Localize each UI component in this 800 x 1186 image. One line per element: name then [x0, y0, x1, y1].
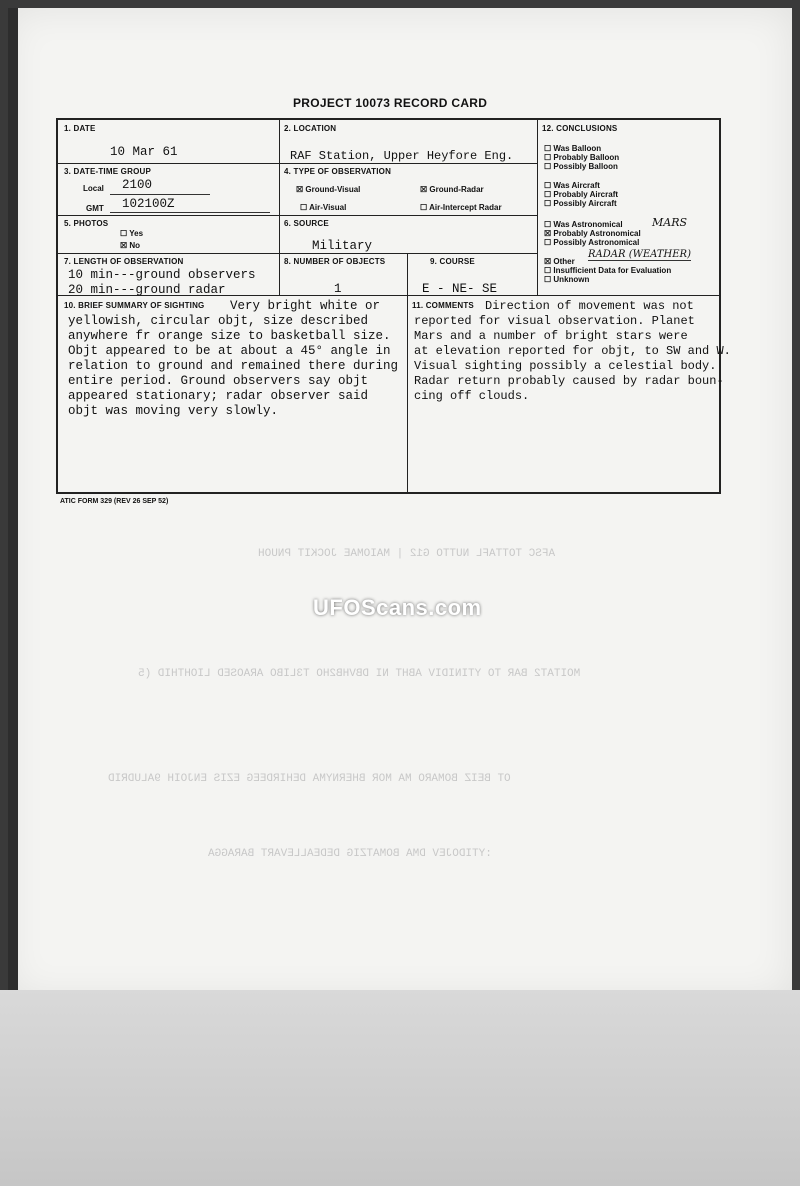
local-underline: [110, 194, 210, 195]
photos-label: 5. PHOTOS: [64, 219, 109, 228]
summary-line: anywhere fr orange size to basketball size.: [68, 329, 391, 343]
summary-label: 10. BRIEF SUMMARY OF SIGHTING: [64, 301, 205, 310]
comments-label: 11. COMMENTS: [412, 301, 474, 310]
course-label: 9. COURSE: [430, 257, 475, 266]
conclusions-group-aircraft: ☐ Was Aircraft ☐ Probably Aircraft ☐ Possibly Aircraft: [544, 181, 619, 208]
observation-type-label: 4. TYPE OF OBSERVATION: [284, 167, 392, 176]
dtg-label: 3. DATE-TIME GROUP: [64, 167, 152, 176]
summary-line: Objt appeared to be at about a 45° angle in: [68, 344, 391, 358]
option-ground-radar: ☒ Ground-Radar: [420, 185, 484, 194]
option-ground-visual: ☒ Ground-Visual: [296, 185, 361, 194]
course-value: E - NE- SE: [422, 282, 498, 296]
conclusions-group-balloon: ☐ Was Balloon ☐ Probably Balloon ☐ Possibly Balloon: [544, 144, 620, 171]
source-label: 6. SOURCE: [284, 219, 329, 228]
objects-label: 8. NUMBER OF OBJECTS: [284, 257, 386, 266]
course-cell: [408, 254, 538, 296]
summary-line: Very bright white or: [230, 299, 381, 313]
source-value: Military: [312, 239, 373, 253]
bleed-through-text: MOITAT2 BAR TO YTINIDIV ABHT NI DBVHB2HO T3LIBO ARAOSED LIOHTHID (5: [138, 668, 581, 680]
photos-yes: ☐ Yes: [120, 229, 144, 238]
conclusions-group-astronomical: ☐ Was Astronomical ☒ Probably Astronomical ☐ Possibly Astronomical: [544, 220, 641, 247]
page-edge-shadow: [8, 8, 18, 1008]
summary-line: appeared stationary; radar observer said: [68, 389, 369, 403]
document-page: [8, 8, 792, 998]
date-cell: [58, 120, 280, 164]
form-footer: ATIC FORM 329 (REV 26 SEP 52): [60, 498, 169, 505]
summary-line: yellowish, circular objt, size described: [68, 314, 369, 328]
other-handwritten-note: RADAR (WEATHER): [588, 249, 691, 260]
local-label: Local: [83, 184, 104, 193]
comments-line: cing off clouds.: [414, 389, 530, 403]
conclusions-group-other: ☒ Other ☐ Insufficient Data for Evaluation ☐ Unknown: [544, 257, 672, 284]
length-line-1: 10 min---ground observers: [68, 268, 256, 282]
observation-type-cell: [280, 164, 538, 216]
length-label: 7. LENGTH OF OBSERVATION: [64, 257, 184, 266]
date-value: 10 Mar 61: [110, 145, 178, 159]
option-air-intercept-radar: ☐ Air-Intercept Radar: [420, 203, 502, 212]
source-cell: [280, 216, 538, 254]
date-label: 1. DATE: [64, 124, 96, 133]
conclusions-label: 12. CONCLUSIONS: [542, 124, 618, 133]
summary-cell: [58, 296, 408, 492]
location-value: RAF Station, Upper Heyfore Eng.: [290, 149, 514, 163]
summary-line: objt was moving very slowly.: [68, 404, 279, 418]
gmt-label: GMT: [86, 204, 104, 213]
comments-line: Radar return probably caused by radar boun-: [414, 374, 724, 388]
comments-line: Mars and a number of bright stars were: [414, 329, 688, 343]
gmt-value: 102100Z: [122, 197, 175, 211]
comments-line: Direction of movement was not: [485, 299, 694, 313]
page-title: PROJECT 10073 RECORD CARD: [293, 96, 488, 110]
objects-cell: [280, 254, 408, 296]
photos-no: ☒ No: [120, 241, 141, 250]
bleed-through-text: OT BEIZ BOMARO MA MOR BHERNYMA DEHIRDEEG EZIS ENJOIH 9ALUDRID: [108, 773, 511, 785]
background-surface: [0, 990, 800, 1186]
option-air-visual: ☐ Air-Visual: [300, 203, 347, 212]
gmt-underline: [110, 212, 270, 213]
mars-handwritten-note: MARS: [652, 216, 688, 229]
summary-line: relation to ground and remained there during: [68, 359, 399, 373]
location-label: 2. LOCATION: [284, 124, 337, 133]
comments-line: at elevation reported for objt, to SW and W.: [414, 344, 731, 358]
length-line-2: 20 min---ground radar: [68, 283, 226, 297]
photos-cell: [58, 216, 280, 254]
comments-cell: [408, 296, 731, 492]
bleed-through-text: AFSC TOTTAFL NUTTO G12 | MAIOMAE JOCKIT PNUOH: [258, 548, 556, 560]
comments-line: reported for visual observation. Planet: [414, 314, 695, 328]
record-card: [56, 118, 731, 494]
length-cell: [58, 254, 280, 296]
dtg-cell: [58, 164, 280, 216]
local-value: 2100: [122, 178, 153, 192]
watermark-logo: UFOScans.com: [313, 595, 482, 620]
location-cell: [280, 120, 538, 164]
objects-value: 1: [334, 282, 342, 296]
summary-line: entire period. Ground observers say objt: [68, 374, 369, 388]
bleed-through-text: :YTIDOJEV DMA BOMATZIG DEDEALLEVART BARAGGA: [208, 848, 492, 860]
comments-line: Visual sighting possibly a celestial body.: [414, 359, 717, 373]
